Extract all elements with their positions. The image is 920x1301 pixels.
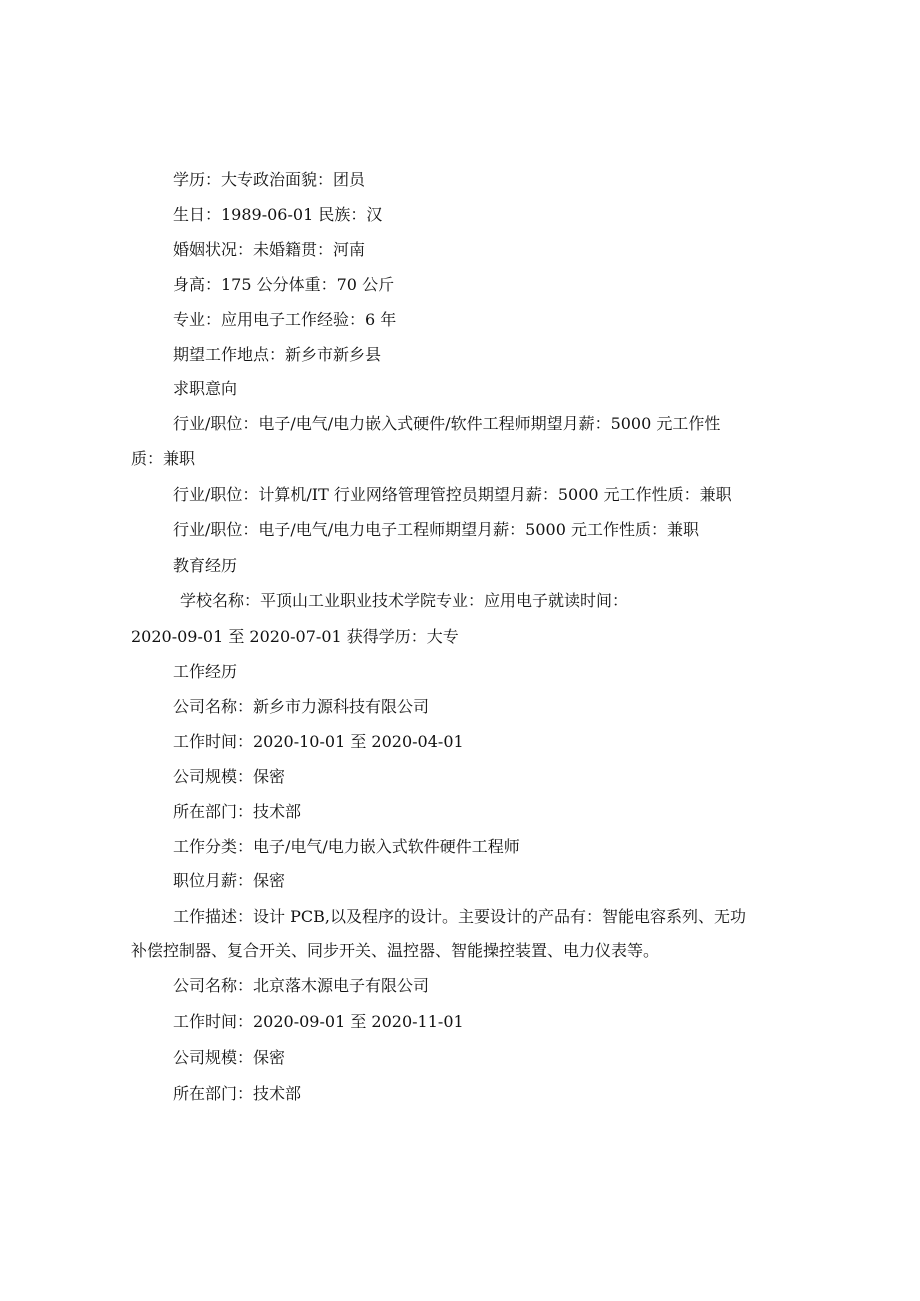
section-heading-education: 教育经历 [173, 556, 238, 575]
intent-item-2: 行业/职位：计算机/IT 行业网络管理管控员期望月薪：5000 元工作性质：兼职 [173, 485, 732, 504]
job1-scale: 公司规模：保密 [173, 767, 286, 786]
education-political-line: 学历：大专政治面貌：团员 [173, 170, 366, 189]
height-weight-line: 身高：175 公分体重：70 公斤 [173, 275, 395, 294]
intent-item-1-line-b: 质：兼职 [131, 449, 196, 468]
marital-origin-line: 婚姻状况：未婚籍贯：河南 [173, 240, 366, 259]
job2-time: 工作时间：2020-09-01 至 2020-11-01 [173, 1012, 464, 1031]
job2-company: 公司名称：北京落木源电子有限公司 [173, 976, 430, 995]
desired-location-line: 期望工作地点：新乡市新乡县 [173, 345, 382, 364]
job1-description-line-a: 工作描述：设计 PCB,以及程序的设计。主要设计的产品有：智能电容系列、无功 [173, 907, 746, 926]
job1-department: 所在部门：技术部 [173, 802, 302, 821]
intent-item-3: 行业/职位：电子/电气/电力电子工程师期望月薪：5000 元工作性质：兼职 [173, 520, 699, 539]
job1-category: 工作分类：电子/电气/电力嵌入式软件硬件工程师 [173, 837, 520, 856]
job1-time: 工作时间：2020-10-01 至 2020-04-01 [173, 732, 464, 751]
job2-department: 所在部门：技术部 [173, 1084, 302, 1103]
intent-item-1-line-a: 行业/职位：电子/电气/电力嵌入式硬件/软件工程师期望月薪：5000 元工作性 [173, 414, 721, 433]
job1-description-line-b: 补偿控制器、复合开关、同步开关、温控器、智能操控装置、电力仪表等。 [131, 941, 660, 960]
education-line-a: 学校名称：平顶山工业职业技术学院专业：应用电子就读时间： [180, 591, 629, 610]
birthday-ethnicity-line: 生日：1989-06-01 民族：汉 [173, 205, 383, 224]
job1-salary: 职位月薪：保密 [173, 871, 286, 890]
education-line-b: 2020-09-01 至 2020-07-01 获得学历：大专 [131, 627, 459, 646]
major-experience-line: 专业：应用电子工作经验：6 年 [173, 310, 397, 329]
section-heading-intent: 求职意向 [173, 379, 238, 398]
section-heading-work: 工作经历 [173, 662, 238, 681]
job1-company: 公司名称：新乡市力源科技有限公司 [173, 697, 430, 716]
job2-scale: 公司规模：保密 [173, 1048, 286, 1067]
